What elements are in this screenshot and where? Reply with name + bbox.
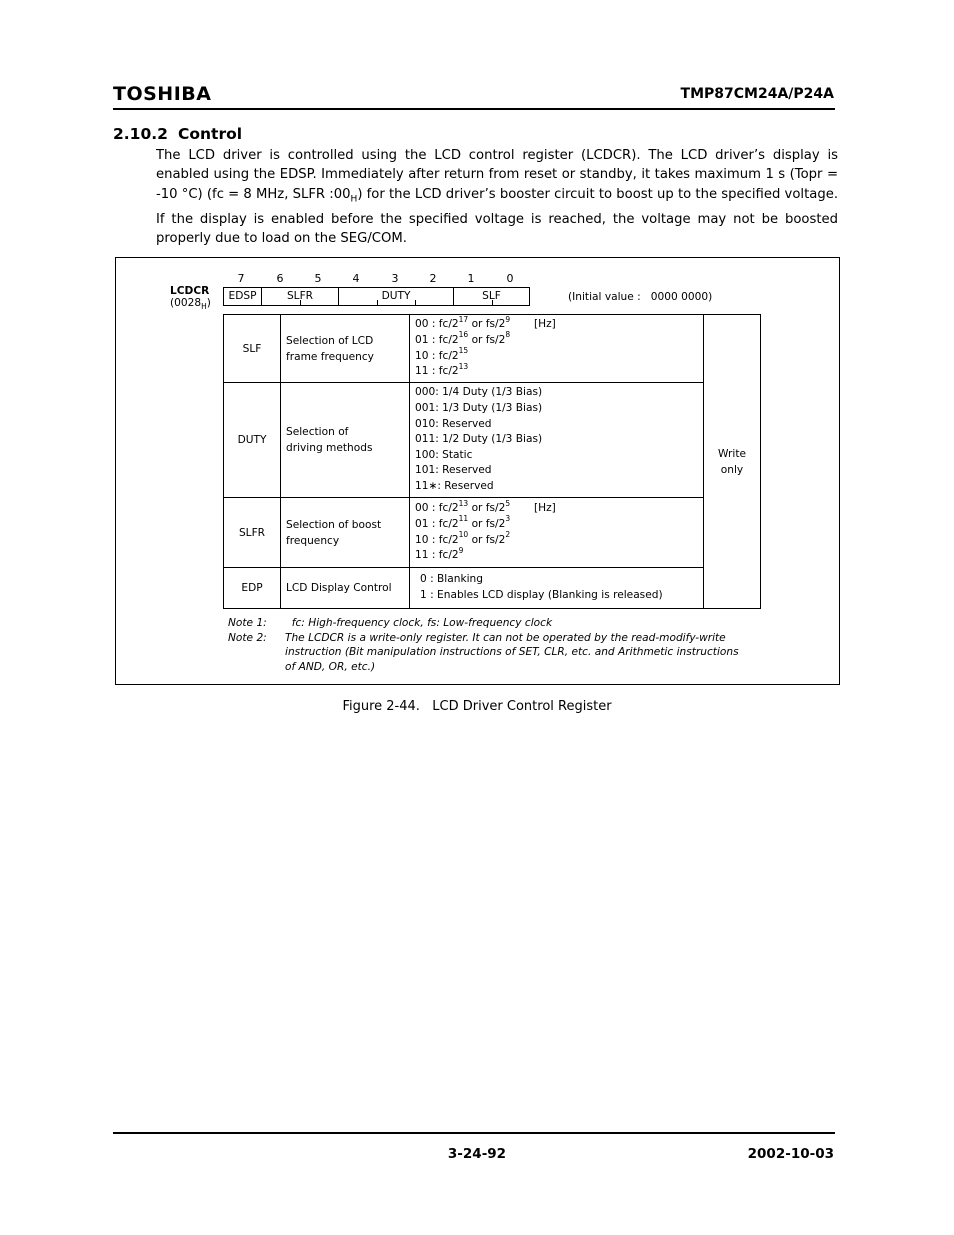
value-line: 10 : $fc/2^{10}$ or $fs/2^2$ xyxy=(415,529,511,546)
row-name: SLFR xyxy=(224,498,281,568)
bit-number: 6 xyxy=(276,272,284,285)
row-values xyxy=(410,498,704,568)
bit-number: 2 xyxy=(429,272,437,285)
value-line: 11 : $fc/2^9$ xyxy=(415,545,464,562)
row-values xyxy=(410,568,704,609)
initial-value: (Initial value : 0000 0000) xyxy=(568,291,713,303)
value-line: 011: 1/2 Duty (1/3 Bias) xyxy=(415,433,543,446)
part-number: TMP87CM24A/P24A xyxy=(680,86,834,102)
table-row xyxy=(224,568,761,609)
access-cell: Write only xyxy=(704,315,761,609)
value-line: 001: 1/3 Duty (1/3 Bias) xyxy=(415,402,543,415)
value-line: 00 : $fc/2^{17}$ or $fs/2^9$ [Hz] xyxy=(415,314,556,331)
field-edsp: EDSP xyxy=(224,288,262,305)
page-number: 3-24-92 xyxy=(447,1146,507,1162)
register-description-table xyxy=(223,314,761,609)
footer-rule xyxy=(113,1132,835,1134)
row-function: Selection of boost frequency xyxy=(281,498,410,568)
bit-divider xyxy=(377,300,378,305)
row-function: Selection of LCD frame frequency xyxy=(281,315,410,383)
bit-divider xyxy=(415,300,416,305)
register-bitfield xyxy=(223,287,530,306)
bit-divider xyxy=(492,300,493,305)
value-line: 100: Static xyxy=(415,448,473,461)
field-duty: DUTY xyxy=(339,288,454,305)
value-line: 01 : $fc/2^{16}$ or $fs/2^8$ xyxy=(415,330,511,346)
value-line: 11 : $fc/2^{13}$ xyxy=(415,361,469,378)
value-line: 01 : $fc/2^{11}$ or $fs/2^3$ xyxy=(415,514,511,530)
bit-number: 5 xyxy=(314,272,322,285)
register-name: LCDCR xyxy=(170,285,210,297)
value-line: 00 : $fc/2^{13}$ or $fs/2^5$ [Hz] xyxy=(415,498,556,515)
bit-number: 7 xyxy=(237,272,245,285)
value-line: 000: 1/4 Duty (1/3 Bias) xyxy=(415,386,543,399)
value-line: 010: Reserved xyxy=(415,417,492,430)
row-function: LCD Display Control xyxy=(281,568,410,609)
field-slfr: SLFR xyxy=(262,288,339,305)
table-row xyxy=(224,498,761,568)
row-name: DUTY xyxy=(224,383,281,498)
register-address: $(0028_H)$ xyxy=(170,297,211,312)
field-slf: SLF xyxy=(482,290,501,302)
value-line: 11∗: Reserved xyxy=(415,479,494,492)
row-function: Selection of driving methods xyxy=(281,383,410,498)
figure-notes xyxy=(228,616,745,674)
row-name: SLF xyxy=(224,315,281,383)
row-values xyxy=(410,315,704,383)
value-line: 101: Reserved xyxy=(415,464,492,477)
figure-caption: Figure 2-44. LCD Driver Control Register xyxy=(342,699,612,714)
table-row xyxy=(224,315,761,383)
toshiba-logo: TOSHIBA xyxy=(113,83,212,105)
value-line: 1 : Enables LCD display (Blanking is released) xyxy=(420,589,663,601)
bit-number: 0 xyxy=(506,272,514,285)
section-number: 2.10.2 xyxy=(113,125,168,143)
table-row xyxy=(224,383,761,498)
bit-number: 3 xyxy=(391,272,399,285)
document-date: 2002-10-03 xyxy=(747,1146,834,1162)
section-heading xyxy=(113,125,242,143)
row-name: EDP xyxy=(224,568,281,609)
bit-divider xyxy=(300,300,301,305)
section-paragraph: The LCD driver is controlled using the LCD control register (LCDCR). The LCD driver’s display is enabled using the EDSP. Immediately after return from reset or standby, it takes maximum 1 s (Topr = -10 °C) (fc = 8 MHz, SLFR $:00_H$) for the LCD driver’s booster circuit to boost up to the specified voltage. If the display is enabled before the specified voltage is reached, the voltage may not be boosted properly due to load on the SEG/COM. xyxy=(156,148,839,246)
section-title: Control xyxy=(178,125,243,143)
bit-number: 4 xyxy=(352,272,360,285)
header-rule xyxy=(113,108,835,110)
row-values xyxy=(410,383,704,498)
value-line: 10 : $fc/2^{15}$ xyxy=(415,345,469,362)
bit-number: 1 xyxy=(467,272,475,285)
note-item: Note 1: fc: High-frequency clock, fs: Low-frequency clock xyxy=(228,617,553,629)
value-line: 0 : Blanking xyxy=(420,573,483,586)
note-item: Note 2: The LCDCR is a write-only register. It can not be operated by the read-modify-write instruction (Bit manipulation instructions of SET, CLR, etc. and Arithmetic instructions of AND, OR, etc.) xyxy=(228,631,739,673)
